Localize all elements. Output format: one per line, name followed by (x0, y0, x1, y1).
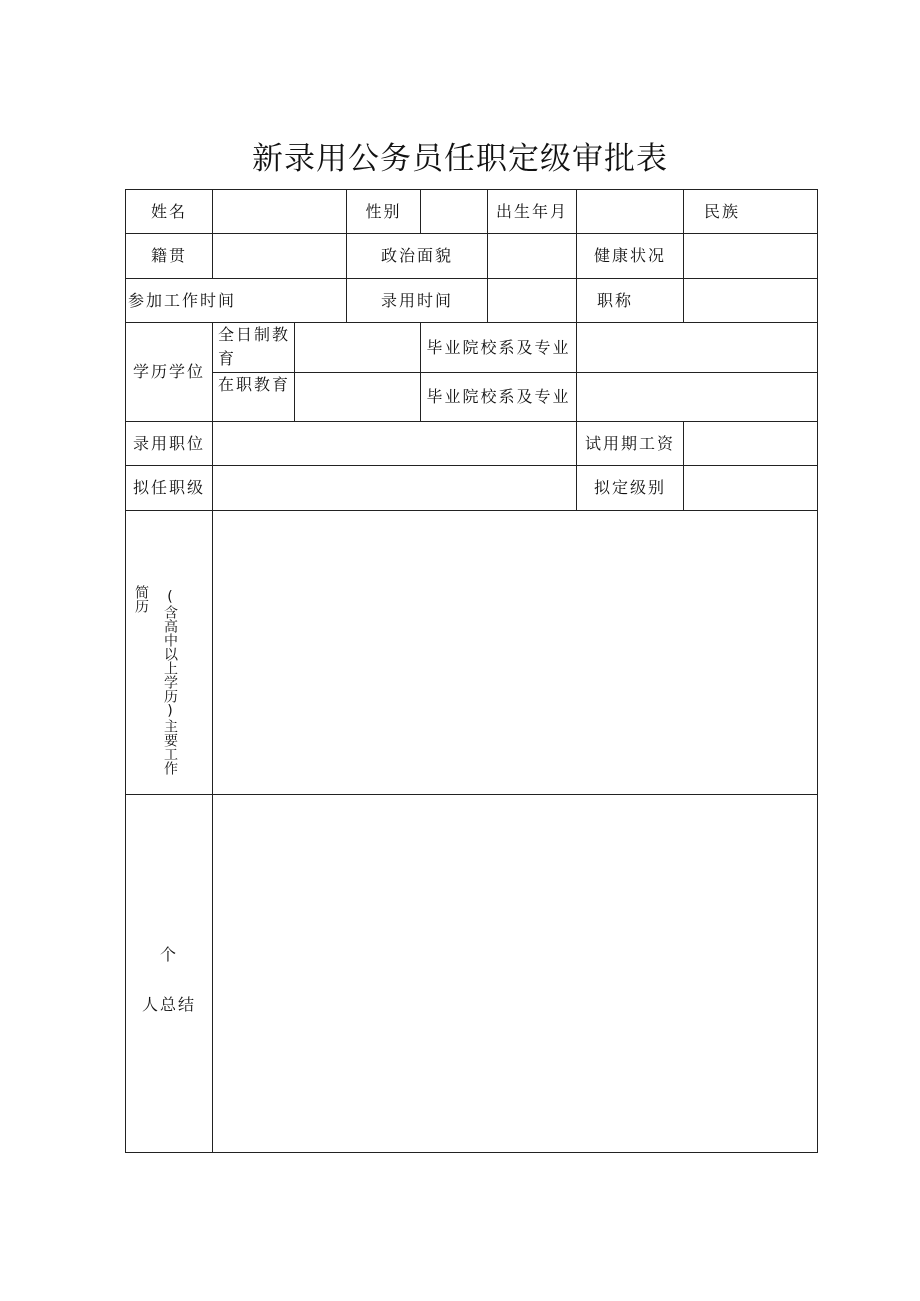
approval-form-table (125, 189, 818, 1153)
political-status-label: 政治面貌 (347, 234, 488, 279)
gender-label: 性别 (347, 190, 421, 234)
summary-label (126, 795, 213, 1153)
summary-label-line2: 人总结 (141, 995, 196, 1014)
political-status-field[interactable] (488, 234, 577, 279)
summary-label-line1: 个 (159, 945, 178, 964)
name-label: 姓名 (126, 190, 213, 234)
school-major-2-field[interactable] (577, 373, 818, 422)
resume-label (126, 511, 213, 795)
professional-title-label: 职称 (577, 279, 684, 323)
proposed-grade-field[interactable] (684, 466, 818, 511)
resume-label-note: (含高中以上学历)主要工作 (162, 589, 178, 775)
resume-field[interactable] (213, 511, 818, 795)
summary-field[interactable] (213, 795, 818, 1153)
school-major-2-label: 毕业院校系及专业 (421, 373, 577, 422)
probation-salary-label: 试用期工资 (577, 422, 684, 466)
health-field[interactable] (684, 234, 818, 279)
page-title: 新录用公务员任职定级审批表 (252, 141, 668, 177)
name-field[interactable] (213, 190, 347, 234)
hired-position-label: 录用职位 (126, 422, 213, 466)
in-service-edu-field[interactable] (295, 373, 421, 422)
professional-title-field[interactable] (684, 279, 818, 323)
hired-position-field[interactable] (213, 422, 577, 466)
health-label: 健康状况 (577, 234, 684, 279)
school-major-1-field[interactable] (577, 323, 818, 373)
resume-label-main: 简历 (133, 585, 149, 613)
native-place-label: 籍贯 (126, 234, 213, 279)
hire-time-field[interactable] (488, 279, 577, 323)
full-time-edu-label: 全日制教育 (213, 323, 295, 373)
in-service-edu-label: 在职教育 (213, 373, 295, 422)
native-place-field[interactable] (213, 234, 347, 279)
full-time-edu-field[interactable] (295, 323, 421, 373)
birth-field[interactable] (577, 190, 684, 234)
education-degree-label: 学历学位 (126, 323, 213, 422)
probation-salary-field[interactable] (684, 422, 818, 466)
work-start-label: 参加工作时间 (126, 279, 347, 323)
school-major-1-label: 毕业院校系及专业 (421, 323, 577, 373)
gender-field[interactable] (421, 190, 488, 234)
birth-label: 出生年月 (488, 190, 577, 234)
proposed-grade-label: 拟定级别 (577, 466, 684, 511)
proposed-position-field[interactable] (213, 466, 577, 511)
proposed-position-label: 拟任职级 (126, 466, 213, 511)
ethnicity-label: 民族 (684, 190, 818, 234)
hire-time-label: 录用时间 (347, 279, 488, 323)
